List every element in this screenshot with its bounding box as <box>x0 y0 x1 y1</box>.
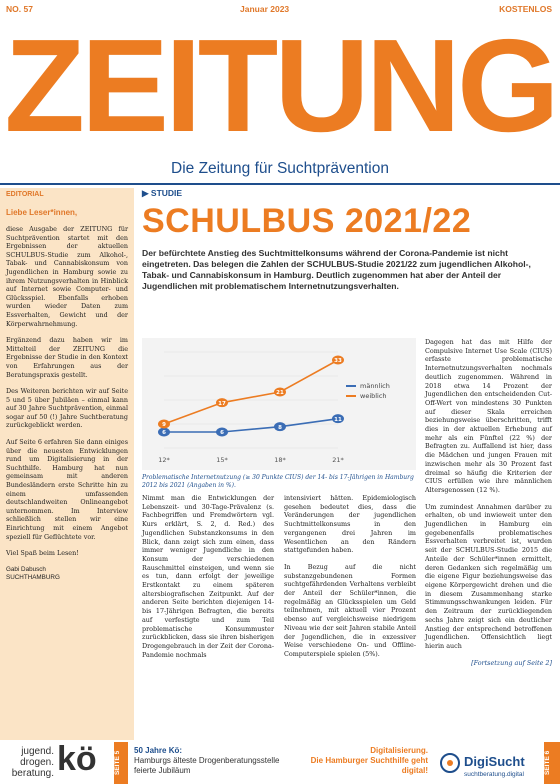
teaser-left-body: Hamburgs älteste Drogenberatungsstelle feierte Jubiläum <box>134 756 280 775</box>
editorial-kicker: EDITORIAL <box>6 191 44 198</box>
editorial-sidebar <box>0 188 134 740</box>
chart-x-tick-label: 18* <box>274 456 286 464</box>
chart-data-label: 11 <box>334 416 342 423</box>
article-column-2 <box>284 494 416 667</box>
editorial-paragraph: Auf Seite 6 erfahren Sie dann einiges über die neuesten Entwicklungen rund um Digitalisierung in der Suchthilfe. Hamburg hat nun gemeinsam mit anderen Bundesländern erste Schritte hin zu einem umfassenden deutschlandweiten Onlineangebot unternommen. Im Interview schließlich stellen wir eine Einrichtung mit einem Angebot speziell für Geflüchtete vor. <box>6 438 128 541</box>
issue-price: KOSTENLOS <box>499 4 552 14</box>
chart-svg <box>142 338 416 470</box>
page-badge-right: SEITE 6 <box>544 742 560 784</box>
chart-legend-label: weiblich <box>360 392 387 401</box>
article <box>142 188 552 740</box>
editorial-signature <box>6 566 128 583</box>
chart-data-label: 6 <box>162 430 166 437</box>
article-paragraph: Nimmt man die Entwicklungen der Lebenszeit- und 30-Tage-Prävalenz (s. Fachbegriffen und Fremdwörtern vgl. Kurs erklärt, S. 2, d. Red.) des Jugendlichen Substanzkonsums in den Blick, dann zeigt sich zum einen, dass immer weniger Jugendliche in den Konsum der verschiedenen Rauschmittel einsteigen, und wenn sie es tun, dann erfolgt der jeweilige Erstkontakt zu einem späteren altersbiografischen Zeitpunkt. Auf der anderen Seite berichten diejenigen 14- bis 17-Jährigen Befragten, die bereits auf verfestigte und zum Teil problematische Konsummuster zurückblicken, dass sie ihren bisherigen Drogengebrauch in der Zeit der Corona-Pandemie nochmals <box>142 494 274 659</box>
digisucht-logo <box>436 742 544 784</box>
issue-date: Januar 2023 <box>240 4 290 14</box>
editorial-greeting: Liebe Leser*innen, <box>6 208 78 217</box>
digisucht-url: suchtberatung.digital <box>464 771 524 778</box>
chart-series-line <box>164 360 338 424</box>
chart-data-label: 21 <box>276 390 284 397</box>
teaser-right[interactable] <box>290 746 428 776</box>
masthead-subtitle: Die Zeitung für Suchtprävention <box>171 160 389 177</box>
signature-org: SUCHTHAMBURG <box>6 574 60 582</box>
chart-x-tick-label: 15* <box>216 456 228 464</box>
chart-caption: Problematische Internetnutzung (≥ 30 Punkte CIUS) der 14- bis 17-Jährigen in Hamburg 2012 bis 2021 (Angaben in %). <box>142 474 414 489</box>
teaser-left[interactable] <box>134 746 284 776</box>
digisucht-title: DigiSucht <box>464 754 525 769</box>
chart-legend-label: männlich <box>360 382 390 391</box>
article-column-3 <box>425 338 552 667</box>
koe-logo <box>4 742 108 784</box>
chart-data-label: 9 <box>162 422 166 429</box>
teaser-left-title: 50 Jahre Kö: <box>134 746 183 755</box>
digisucht-icon-dot <box>447 760 453 766</box>
article-column-1 <box>142 494 274 667</box>
chart-data-label: 17 <box>218 400 226 407</box>
article-paragraph: In Bezug auf die nicht substanzgebundenen Formen suchtgefährdenden Verhaltens verbleibt der Anteil der Schüler*innen, die regelmäßig an Glücksspielen um Geld teilnehmen, mit aktuell vier Prozent ebenso auf vergleichsweise niedrigem Niveau wie der seit Jahren stabile Anteil der Jugendlichen, die in exzessiver Weise verschiedene On- und Offline-Computerspiele spielen (5%). <box>284 562 416 658</box>
digisucht-logo-graphic <box>436 742 544 784</box>
internet-use-chart <box>142 338 416 470</box>
editorial-paragraph: Viel Spaß beim Lesen! <box>6 549 79 558</box>
article-paragraph: Um zumindest Annahmen darüber zu erhalten, ob und inwieweit unter den Jugendlichen in Hamburg ein gegebenenfalls problematisches Essverhalten verbreitet ist, wurden seit der SCHULBUS-Studie 2015 die Anteile der Schüler*innen ermittelt, deren Gedanken sich regelmäßig um die eigene Figur beziehungsweise das eigene Körpergewicht drehen und die in diesem Zusammenhang starke Stimmungsschwankungen leiden. Für den Zeitraum der zurückliegenden sechs Jahre zeigt sich ein deutlicher Anstieg der entsprechend betroffenen Jugendlichen. Offensichtlich liegt hierin auch <box>425 502 552 650</box>
chart-data-label: 6 <box>220 430 224 437</box>
koe-logo-text: jugend. drogen. beratung. <box>11 746 54 779</box>
continued-link[interactable]: [Fortsetzung auf Seite 2] <box>471 658 552 667</box>
footer-teasers <box>0 742 560 784</box>
article-paragraph: Dagegen hat das mit Hilfe der Compulsive Internet Use Scale (CIUS) erfasste problematische Internetnutzungsverhalten nochmals deutlich zugenommen. Während in 2018 etwa 14 Prozent der Jugendlichen den entscheidenden Cut-Off-Wert von mindestens 30 Punkten auf dieser Skala erreichen beziehungsweise überschritten, trifft dies in der aktuellen Erhebung auf mehr als ein Fünftel (22 %) der Befragten zu. Auffallend ist hier, dass die Mädchen und jungen Frauen mit inzwischen mehr als 30 Prozent fast dreimal so häufig die Kriterien der CIUS erfüllen wie ihre männlichen Altersgenossen (12 %). <box>425 338 552 494</box>
chart-data-label: 33 <box>334 358 342 365</box>
article-kicker: ▶ STUDIE <box>142 188 183 198</box>
koe-logo-mark: kö <box>57 740 97 778</box>
masthead-wordmark: ZEITUNG <box>4 12 556 159</box>
page-badge-left: SEITE 5 <box>114 742 128 784</box>
editorial-paragraph: Des Weiteren berichten wir auf Seite 5 und 5 über Jubiläen – einmal kann auf 30 Jahre Suchtprävention, einmal sogar auf 50 (!) Jahre Suchtberatung zurückgeblickt werden. <box>6 387 128 430</box>
masthead <box>0 12 560 162</box>
chart-data-label: 8 <box>278 424 282 431</box>
chart-x-tick-label: 21* <box>332 456 344 464</box>
masthead-divider <box>0 183 560 185</box>
teaser-right-body: Die Hamburger Suchthilfe geht digital! <box>310 756 428 775</box>
signature-name: Gabi Dabusch <box>6 565 46 573</box>
chart-series-line <box>164 419 338 432</box>
article-headline: SCHULBUS 2021/22 <box>142 202 472 240</box>
issue-number: NO. 57 <box>6 4 33 14</box>
editorial-paragraph: Ergänzend dazu haben wir im Mittelteil der ZEITUNG die Ergebnisse der Studie in den Kontext von Erfahrungen aus der Beratungspraxis gestellt. <box>6 336 128 379</box>
chart-x-tick-label: 12* <box>158 456 170 464</box>
teaser-right-title: Digitalisierung. <box>370 746 428 755</box>
article-lede: Der befürchtete Anstieg des Suchtmittelkonsums während der Corona-Pandemie ist nicht eingetreten. Das belegen die Zahlen der SCHULBUS-Studie 2021/22 zum jugendlichen Alkohol-, Tabak- und Cannabiskonsum in Hamburg. Deutlich zugenommen hat aber der Anteil der Jugendlichen mit problematischem Internetnutzungsverhalten. <box>142 248 531 291</box>
article-paragraph: intensiviert hätten. Epidemiologisch gesehen bedeutet dies, dass die Veränderungen der jugendlichen Suchtmittelkonsums in den vergangenen drei Jahren im Wesentlichen an den Rändern stattgefunden haben. <box>284 494 416 555</box>
editorial-paragraph: diese Ausgabe der ZEITUNG für Suchtprävention startet mit den Ergebnissen der aktuellen SCHULBUS-Studie zum Alkohol-, Tabak- und Cannabiskonsum von Jugendlichen in Hamburg sowie zu ihrem Nutzungsverhalten in Hinblick auf Internet sowie Computer- und Glücksspiel. Ebenfalls erhoben wurden wieder Daten zum Essverhalten, Gewicht und der Körperwahrnehmung. <box>6 225 128 328</box>
